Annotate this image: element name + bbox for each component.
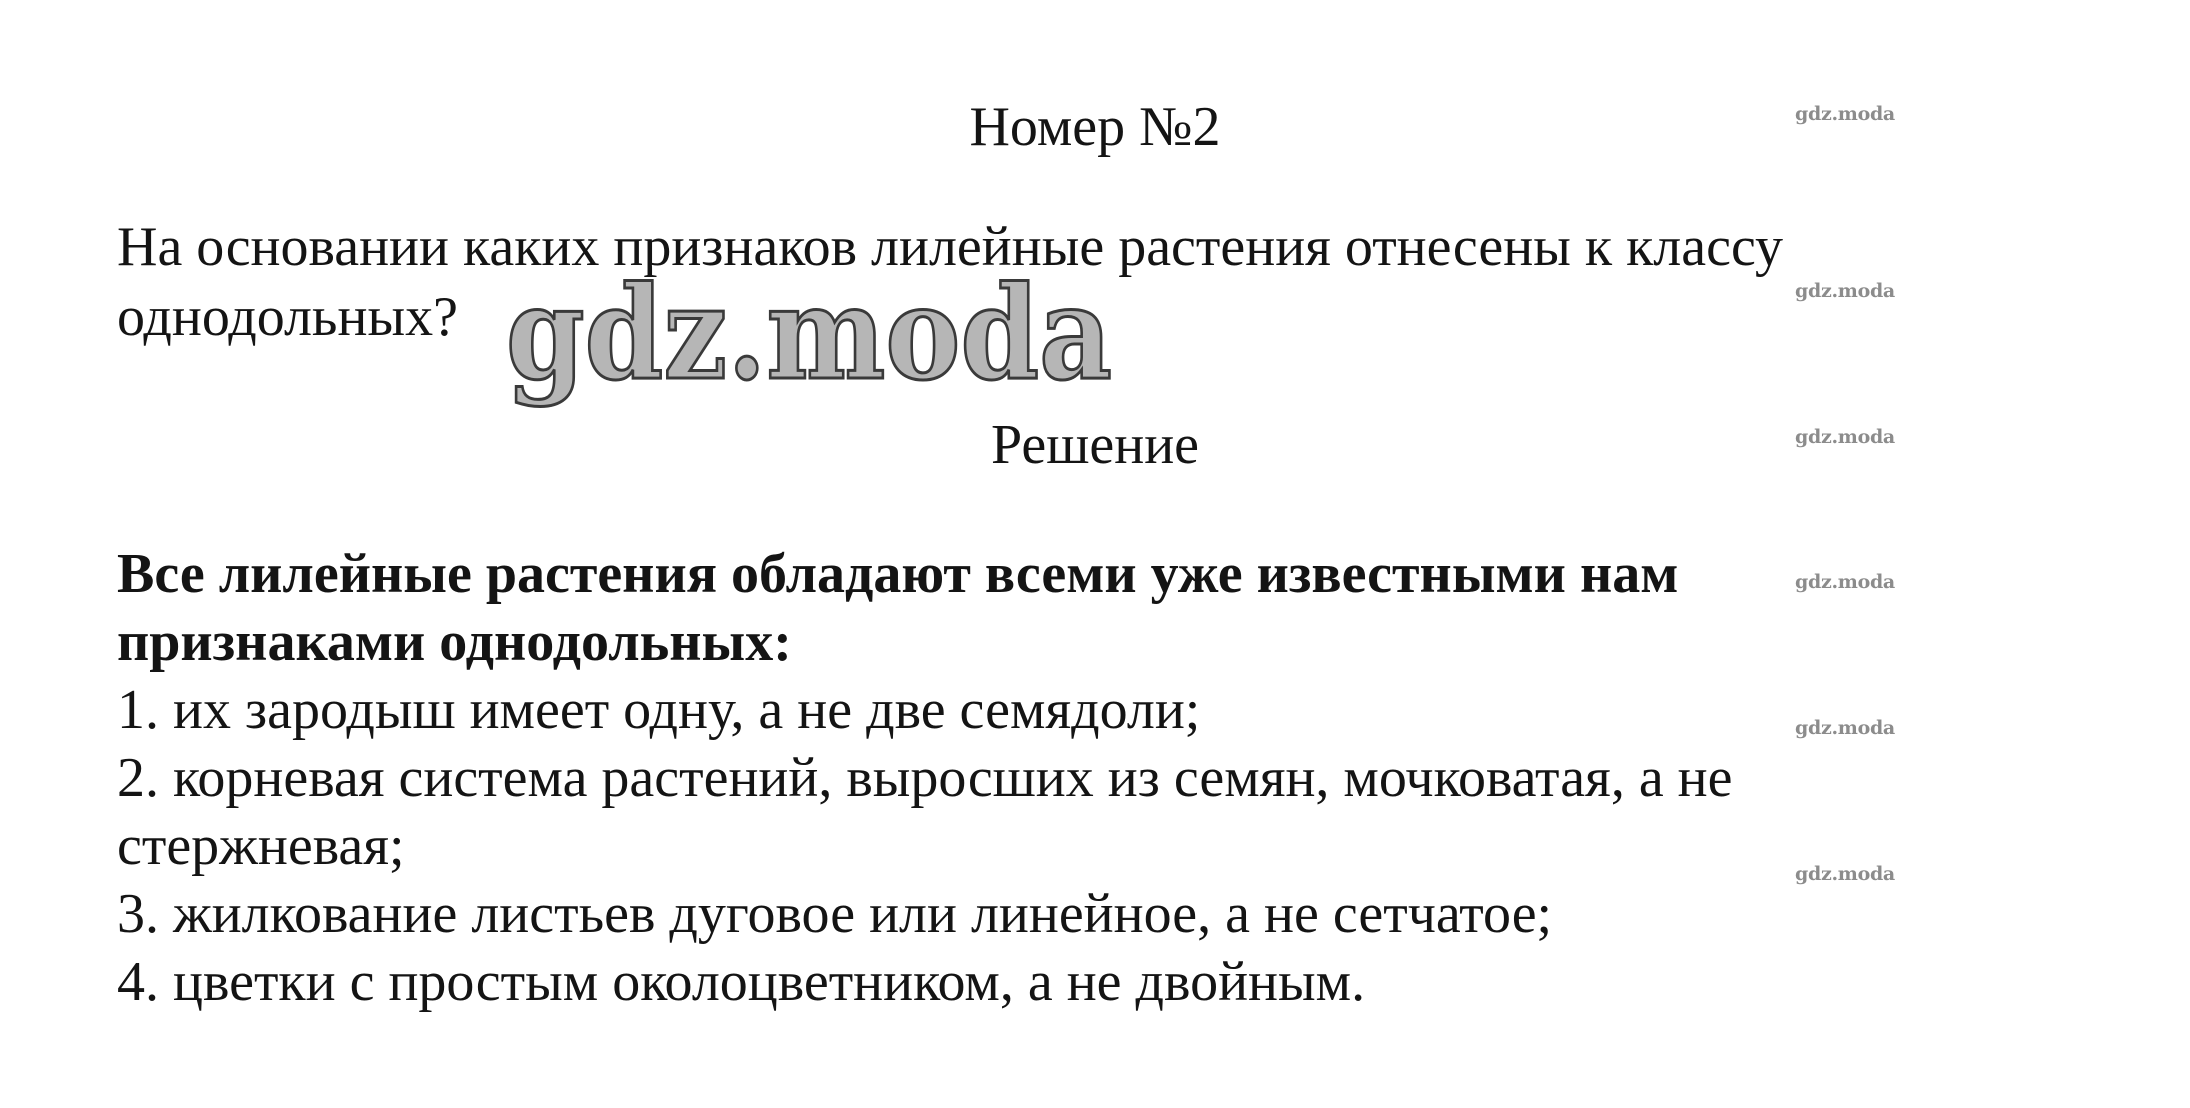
solution-list-item: 1. их зародыш имеет одну, а не две семядоли;: [117, 679, 1201, 741]
solution-list-item: стержневая;: [117, 815, 405, 877]
watermark-text: gdz.moda: [1795, 280, 1895, 302]
question-line: однодольных?: [117, 286, 458, 348]
watermark-text: gdz.moda: [1795, 103, 1895, 125]
watermark-text: gdz.moda: [1795, 863, 1895, 885]
solution-lead-line: Все лилейные растения обладают всеми уже известными нам: [117, 543, 1679, 605]
solution-list-item: 3. жилкование листьев дуговое или линейное, а не сетчатое;: [117, 883, 1553, 945]
watermark-text: gdz.moda: [1795, 426, 1895, 448]
watermark-logo: [502, 259, 1122, 418]
solution-list-item: 2. корневая система растений, выросших из семян, мочковатая, а не: [117, 747, 1733, 809]
solution-heading: Решение: [990, 414, 1200, 476]
question-line: На основании каких признаков лилейные растения отнесены к классу: [117, 216, 1784, 278]
watermark-text: gdz.moda: [1795, 717, 1895, 739]
watermark-text: gdz.moda: [1795, 571, 1895, 593]
solution-body: [117, 540, 1917, 1016]
watermark-logo-text: gdz.moda: [506, 259, 1112, 409]
solution-lead-line: признаками однодольных:: [117, 611, 792, 673]
page-title: Номер №2: [969, 96, 1221, 158]
solution-list-item: 4. цветки с простым околоцветником, а не двойным.: [117, 951, 1366, 1013]
